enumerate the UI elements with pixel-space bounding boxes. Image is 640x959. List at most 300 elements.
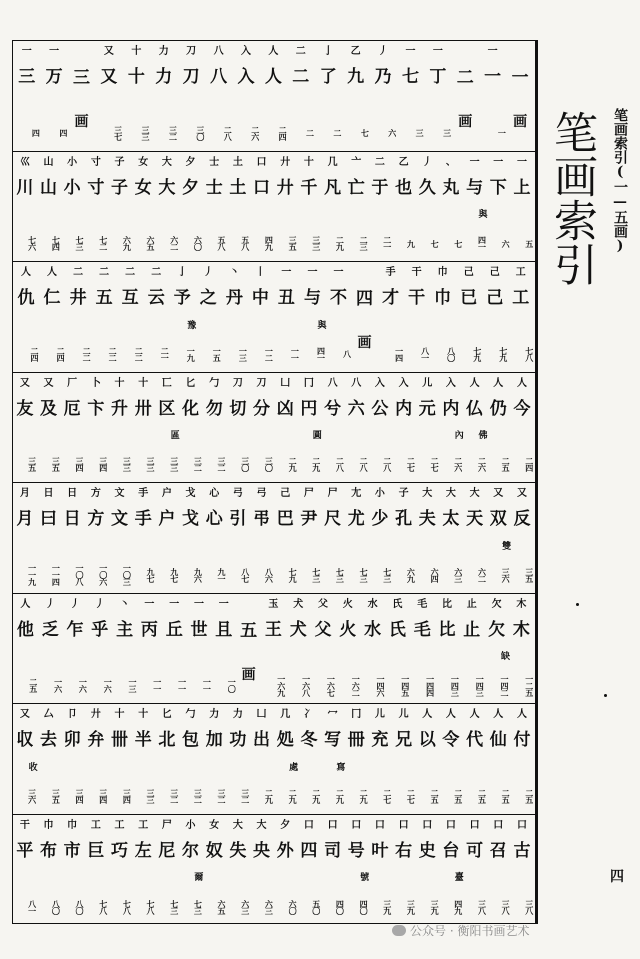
index-entry[interactable] <box>226 152 250 262</box>
index-entry[interactable] <box>509 594 534 704</box>
index-entry[interactable] <box>137 594 162 704</box>
index-entry[interactable] <box>226 704 250 814</box>
index-entry[interactable] <box>392 815 416 926</box>
index-entry[interactable] <box>179 483 203 593</box>
index-entry[interactable] <box>456 262 482 372</box>
radical: 二 <box>374 156 385 168</box>
character: 山 <box>40 177 57 198</box>
radical: 厂 <box>67 377 78 389</box>
page-reference: 四九 <box>453 900 464 914</box>
index-entry[interactable] <box>202 483 226 593</box>
index-entry[interactable] <box>112 594 137 704</box>
index-entry[interactable] <box>273 704 297 814</box>
index-entry[interactable] <box>13 483 37 593</box>
index-entry[interactable] <box>439 373 463 483</box>
index-entry[interactable] <box>60 373 84 483</box>
character: 巨 <box>87 840 105 861</box>
character: 北 <box>158 730 176 750</box>
index-entry[interactable] <box>155 152 179 262</box>
index-entry[interactable] <box>321 815 345 926</box>
page-reference: 三〇 <box>195 125 206 140</box>
character: 公 <box>371 398 389 419</box>
index-entry[interactable] <box>397 41 424 151</box>
index-entry[interactable] <box>273 483 297 593</box>
page-reference: 一六 <box>78 678 89 692</box>
radical: 一 <box>193 598 204 610</box>
page-reference: 一〇六 <box>98 564 109 585</box>
index-entry[interactable] <box>108 704 132 814</box>
character: 奴 <box>205 840 223 861</box>
page-reference: 二五 <box>524 788 535 803</box>
index-entry[interactable] <box>84 815 108 926</box>
index-entry[interactable] <box>108 483 132 593</box>
index-entry[interactable] <box>131 483 155 593</box>
index-entry[interactable] <box>155 704 179 814</box>
index-entry[interactable] <box>404 262 430 372</box>
index-entry[interactable] <box>123 41 150 151</box>
page-reference: 二七 <box>382 788 393 803</box>
index-entry[interactable] <box>510 152 534 262</box>
character: 代 <box>466 730 484 750</box>
index-entry[interactable] <box>247 262 273 372</box>
index-entry[interactable] <box>344 373 368 483</box>
index-entry[interactable] <box>378 262 404 372</box>
radical: 口 <box>374 819 385 831</box>
character: 巾 <box>434 288 452 308</box>
index-entry[interactable] <box>202 373 226 483</box>
index-entry[interactable] <box>392 373 416 483</box>
radical: 二 <box>125 267 136 278</box>
index-entry[interactable] <box>226 373 250 483</box>
index-entry[interactable] <box>37 704 61 814</box>
radical: 小 <box>185 819 196 831</box>
character: 半 <box>134 730 152 750</box>
index-entry[interactable] <box>299 262 325 372</box>
index-entry[interactable] <box>205 41 232 151</box>
character: 尼 <box>158 840 176 861</box>
page-reference: 三二 <box>168 125 179 140</box>
index-entry[interactable] <box>297 152 321 262</box>
index-entry[interactable] <box>486 815 510 926</box>
radical: 又 <box>19 377 30 389</box>
index-entry[interactable] <box>510 483 534 593</box>
index-entry[interactable] <box>37 373 61 483</box>
index-entry[interactable] <box>321 704 345 814</box>
index-entry[interactable] <box>84 483 108 593</box>
variant-form: 收 <box>26 761 37 771</box>
index-entry[interactable] <box>321 483 345 593</box>
index-entry[interactable] <box>439 704 463 814</box>
radical: 女 <box>138 156 149 168</box>
page-reference: 三三 <box>311 236 322 250</box>
page-reference: 八 <box>342 350 353 357</box>
character: 廾 <box>276 177 294 198</box>
index-entry[interactable] <box>226 815 250 926</box>
index-entry[interactable] <box>108 152 132 262</box>
character: 平 <box>16 840 34 861</box>
index-entry[interactable] <box>179 704 203 814</box>
index-entry[interactable] <box>13 262 39 372</box>
index-entry[interactable] <box>486 704 510 814</box>
page-reference: 三二 <box>217 457 228 471</box>
index-entry[interactable] <box>187 594 212 704</box>
index-entry[interactable] <box>486 483 510 593</box>
index-entry[interactable] <box>179 815 203 926</box>
page-reference: 三二 <box>169 788 180 803</box>
index-entry[interactable] <box>131 152 155 262</box>
page-reference: 一四四 <box>425 674 436 696</box>
index-entry[interactable] <box>250 815 274 926</box>
index-entry[interactable] <box>463 152 487 262</box>
index-entry[interactable] <box>486 373 510 483</box>
radical: 八 <box>213 46 224 57</box>
character: 出 <box>253 730 271 750</box>
index-entry[interactable] <box>95 41 122 151</box>
character: 日 <box>63 509 81 529</box>
radical: 一 <box>21 46 32 57</box>
stroke-count-number: 五 <box>240 620 258 641</box>
character: 仇 <box>17 288 35 308</box>
page-reference: 二九 <box>311 788 322 803</box>
index-entry[interactable] <box>385 594 410 704</box>
index-entry[interactable] <box>392 152 416 262</box>
character: 写 <box>324 730 342 750</box>
index-entry[interactable] <box>463 815 487 926</box>
character: 千 <box>300 177 318 198</box>
index-entry[interactable] <box>13 41 40 151</box>
stroke-count-word: 画 <box>513 114 528 130</box>
page-reference: 二 <box>305 129 316 136</box>
page-reference: 九七 <box>169 567 180 582</box>
index-entry[interactable] <box>415 152 439 262</box>
index-entry[interactable] <box>177 41 204 151</box>
index-entry[interactable] <box>37 815 61 926</box>
character: 五 <box>95 288 113 308</box>
index-entry[interactable] <box>510 373 534 483</box>
index-entry[interactable] <box>13 594 38 704</box>
page-reference: 一六七 <box>326 674 337 696</box>
index-entry[interactable] <box>424 41 451 151</box>
character: 云 <box>147 288 165 308</box>
radical: 日 <box>43 488 54 499</box>
character: 之 <box>199 288 217 308</box>
index-entry[interactable] <box>169 262 195 372</box>
index-entry[interactable] <box>360 594 385 704</box>
radical: 干 <box>411 267 422 278</box>
radical: 冂 <box>351 709 362 720</box>
character: 大 <box>158 177 176 198</box>
variant-form: 圓 <box>310 430 321 439</box>
index-entry[interactable] <box>368 373 392 483</box>
index-entry[interactable] <box>179 373 203 483</box>
character: 不 <box>329 288 347 308</box>
index-entry[interactable] <box>155 483 179 593</box>
radical: 士 <box>209 156 220 168</box>
radical: 方 <box>90 488 101 499</box>
index-entry[interactable] <box>321 152 345 262</box>
variant-form: 處 <box>287 761 298 771</box>
radical: 力 <box>232 709 243 720</box>
page-reference: 一一四 <box>51 564 62 585</box>
index-entry[interactable] <box>415 704 439 814</box>
index-entry[interactable] <box>368 152 392 262</box>
page-reference: 一四三 <box>475 674 486 696</box>
index-entry[interactable] <box>325 262 351 372</box>
character: 八 <box>210 67 228 87</box>
character: 士 <box>205 177 223 198</box>
index-entry[interactable] <box>91 262 117 372</box>
index-entry[interactable] <box>459 594 484 704</box>
character: 世 <box>190 619 208 640</box>
index-entry[interactable] <box>342 41 369 151</box>
index-entry[interactable] <box>40 41 67 151</box>
index-entry[interactable] <box>13 704 37 814</box>
index-entry[interactable] <box>250 483 274 593</box>
index-entry[interactable] <box>321 373 345 483</box>
index-entry[interactable] <box>482 262 508 372</box>
index-entry[interactable] <box>410 594 435 704</box>
index-entry[interactable] <box>368 483 392 593</box>
index-entry[interactable] <box>430 262 456 372</box>
index-entry[interactable] <box>87 594 112 704</box>
index-entry[interactable] <box>368 704 392 814</box>
index-entry[interactable] <box>84 152 108 262</box>
index-entry[interactable] <box>13 373 37 483</box>
radical: 一 <box>307 267 318 278</box>
page-reference: 七四 <box>51 236 62 250</box>
index-entry[interactable] <box>297 815 321 926</box>
index-entry[interactable] <box>221 262 247 372</box>
radical: 巾 <box>43 819 54 831</box>
character: 丙 <box>140 619 158 640</box>
radical: 人 <box>445 709 456 720</box>
index-entry[interactable] <box>84 373 108 483</box>
index-entry[interactable] <box>232 41 259 151</box>
index-entry[interactable] <box>13 815 37 926</box>
index-entry[interactable] <box>260 41 287 151</box>
index-entry[interactable] <box>287 41 314 151</box>
character: 水 <box>364 619 382 640</box>
index-entry[interactable] <box>510 815 534 926</box>
index-entry[interactable] <box>261 594 286 704</box>
page-reference: 一四六 <box>375 674 386 696</box>
character: 川 <box>16 177 34 198</box>
index-entry[interactable] <box>60 815 84 926</box>
index-entry[interactable] <box>484 594 509 704</box>
page-reference: 七三 <box>169 900 180 914</box>
radical: 二 <box>151 267 162 278</box>
page-reference: 五八 <box>240 236 251 250</box>
character: 九 <box>347 67 365 87</box>
index-entry[interactable] <box>344 704 368 814</box>
index-entry[interactable] <box>195 262 221 372</box>
index-entry[interactable] <box>131 815 155 926</box>
index-entry[interactable] <box>368 815 392 926</box>
print-speck <box>576 603 579 606</box>
index-entry[interactable] <box>108 815 132 926</box>
radical: 刀 <box>232 377 243 389</box>
index-entry[interactable] <box>273 373 297 483</box>
index-entry[interactable] <box>344 152 368 262</box>
radical: 火 <box>342 598 353 610</box>
variant-form: 缺 <box>498 651 509 660</box>
index-entry[interactable] <box>297 704 321 814</box>
variant-form: 佛 <box>476 430 487 439</box>
page-reference: 一二五 <box>524 674 535 696</box>
index-entry[interactable] <box>311 594 336 704</box>
radical: 大 <box>161 156 172 168</box>
index-entry[interactable] <box>508 262 534 372</box>
index-entry[interactable] <box>392 483 416 593</box>
character: 一 <box>484 67 502 87</box>
index-entry[interactable] <box>479 41 506 151</box>
index-entry[interactable] <box>463 373 487 483</box>
character: 卌 <box>111 730 129 750</box>
page-reference: 二八 <box>223 125 234 140</box>
index-entry[interactable] <box>273 152 297 262</box>
page-number: 四 <box>610 869 624 885</box>
radical: 八 <box>327 377 338 389</box>
index-entry[interactable] <box>392 704 416 814</box>
index-entry[interactable] <box>202 704 226 814</box>
index-entry[interactable] <box>37 483 61 593</box>
index-entry[interactable] <box>13 152 37 262</box>
radical: 又 <box>19 709 30 720</box>
index-entry[interactable] <box>39 262 65 372</box>
index-entry[interactable] <box>211 594 236 704</box>
index-entry[interactable] <box>84 704 108 814</box>
index-entry[interactable] <box>250 373 274 483</box>
radical: 匕 <box>161 709 172 720</box>
variant-form: 號 <box>358 872 369 881</box>
index-entry[interactable] <box>60 483 84 593</box>
index-entry[interactable] <box>162 594 187 704</box>
index-entry[interactable] <box>273 815 297 926</box>
page-reference: 五八 <box>217 236 228 250</box>
index-entry[interactable] <box>486 152 510 262</box>
index-entry[interactable] <box>179 152 203 262</box>
radical: 十 <box>303 156 314 168</box>
index-entry[interactable] <box>344 815 368 926</box>
radical: 文 <box>114 488 125 499</box>
radical: 止 <box>466 598 477 610</box>
character: 七 <box>401 67 419 87</box>
radical: 丿 <box>69 598 80 610</box>
index-entry[interactable] <box>202 152 226 262</box>
character: 万 <box>45 67 63 87</box>
radical: 一 <box>169 598 180 610</box>
character: 父 <box>314 619 332 640</box>
index-entry[interactable] <box>463 704 487 814</box>
index-entry[interactable] <box>463 483 487 593</box>
radical: 口 <box>469 819 480 831</box>
radical: 一 <box>469 156 480 168</box>
index-entry[interactable] <box>415 373 439 483</box>
page-reference: 三五 <box>51 788 62 803</box>
page-reference: 四一 <box>477 236 488 250</box>
index-entry[interactable] <box>60 704 84 814</box>
radical: 亅 <box>323 46 334 57</box>
radical: 小 <box>374 488 385 499</box>
page-reference: 九六 <box>193 567 204 582</box>
character: 刀 <box>182 67 200 87</box>
page-reference: 一一九 <box>27 564 38 585</box>
character: 去 <box>40 730 57 750</box>
page-reference: 一 <box>497 129 508 136</box>
index-entry[interactable] <box>344 483 368 593</box>
index-entry[interactable] <box>415 815 439 926</box>
page-reference: 六五 <box>146 236 157 250</box>
radical: 人 <box>268 46 279 57</box>
radical: 工 <box>515 267 526 278</box>
index-entry[interactable] <box>65 262 91 372</box>
page-reference: 四〇 <box>335 900 346 914</box>
index-entry[interactable] <box>250 152 274 262</box>
radical: 女 <box>209 819 220 831</box>
index-entry[interactable] <box>155 815 179 926</box>
index-entry[interactable] <box>155 373 179 483</box>
radical: 刀 <box>256 377 267 389</box>
page-reference: 二一 <box>382 236 393 250</box>
page-reference: 三九 <box>430 900 441 914</box>
index-entry[interactable] <box>202 815 226 926</box>
index-entry[interactable] <box>226 483 250 593</box>
index-entry[interactable] <box>435 594 460 704</box>
index-entry[interactable] <box>150 41 177 151</box>
index-entry[interactable] <box>37 152 61 262</box>
index-band <box>13 41 535 152</box>
character: 工 <box>512 288 530 308</box>
index-entry[interactable] <box>117 262 143 372</box>
radical: 丨 <box>255 267 266 278</box>
index-entry[interactable] <box>143 262 169 372</box>
page-reference: 三五 <box>27 457 38 471</box>
index-entry[interactable] <box>60 152 84 262</box>
page-reference: 九一 <box>217 567 228 582</box>
index-entry[interactable] <box>286 594 311 704</box>
radical: 夕 <box>185 156 196 168</box>
index-entry[interactable] <box>131 704 155 814</box>
index-entry[interactable] <box>250 704 274 814</box>
index-entry[interactable] <box>297 373 321 483</box>
page-reference: 二四 <box>278 125 289 140</box>
index-entry[interactable] <box>108 373 132 483</box>
index-entry[interactable] <box>439 152 463 262</box>
page-reference: 七八 <box>524 346 535 361</box>
character: 戈 <box>182 509 200 529</box>
index-entry[interactable] <box>439 815 463 926</box>
page-reference: 一一 <box>290 346 301 361</box>
print-speck <box>604 694 607 697</box>
radical: 己 <box>489 267 500 278</box>
index-entry[interactable] <box>63 594 88 704</box>
index-entry[interactable] <box>369 41 396 151</box>
radical: 口 <box>516 819 527 831</box>
radical: 人 <box>469 709 480 720</box>
index-entry[interactable] <box>315 41 342 151</box>
character: 子 <box>111 177 129 198</box>
index-entry[interactable] <box>273 262 299 372</box>
index-entry[interactable] <box>415 483 439 593</box>
index-entry[interactable] <box>335 594 360 704</box>
index-entry[interactable] <box>439 483 463 593</box>
index-entry[interactable] <box>38 594 63 704</box>
index-entry[interactable] <box>297 483 321 593</box>
index-entry[interactable] <box>131 373 155 483</box>
character: 六 <box>347 398 365 419</box>
index-entry[interactable] <box>510 704 534 814</box>
page-reference: 三三 <box>146 788 157 803</box>
